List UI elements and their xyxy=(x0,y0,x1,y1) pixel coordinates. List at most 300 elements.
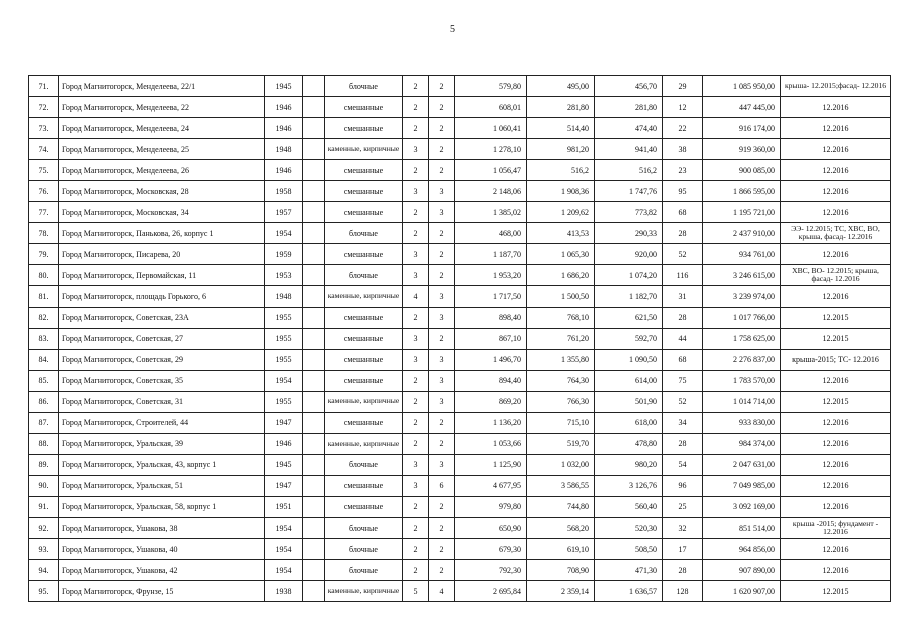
blank-cell xyxy=(303,181,325,202)
residential-area-cell: 560,40 xyxy=(595,496,663,517)
table-row xyxy=(29,454,891,475)
residents-count-cell: 34 xyxy=(663,412,703,433)
residential-area-cell: 1 182,70 xyxy=(595,286,663,307)
residents-count-cell: 28 xyxy=(663,433,703,454)
entrances-cell: 2 xyxy=(429,517,455,538)
row-number-cell: 90. xyxy=(29,475,59,496)
repair-term-cell: 12.2016 xyxy=(781,160,891,181)
wall-material-cell: каменные, кирпичные xyxy=(325,433,403,454)
table-row xyxy=(29,391,891,412)
residential-area-cell: 478,80 xyxy=(595,433,663,454)
address-cell: Город Магнитогорск, площадь Горького, 6 xyxy=(59,286,265,307)
residents-count-cell: 38 xyxy=(663,139,703,160)
total-area-cell: 1 136,20 xyxy=(455,412,527,433)
address-cell: Город Магнитогорск, Советская, 29 xyxy=(59,349,265,370)
repair-term-cell: ЭЭ- 12.2015; ТС, ХВС, ВО, крыша, фасад- 12.2016 xyxy=(781,223,891,244)
repair-term-cell: 12.2016 xyxy=(781,475,891,496)
residential-area-cell: 592,70 xyxy=(595,328,663,349)
entrances-cell: 2 xyxy=(429,76,455,97)
row-number-cell: 95. xyxy=(29,581,59,602)
wall-material-cell: блочные xyxy=(325,223,403,244)
entrances-cell: 3 xyxy=(429,286,455,307)
repair-cost-cell: 1 758 625,00 xyxy=(703,328,781,349)
repair-term-cell: 12.2016 xyxy=(781,286,891,307)
floors-cell: 3 xyxy=(403,139,429,160)
year-built-cell: 1948 xyxy=(265,286,303,307)
living-area-cell: 1 908,36 xyxy=(527,181,595,202)
floors-cell: 3 xyxy=(403,265,429,286)
year-built-cell: 1946 xyxy=(265,97,303,118)
repair-term-cell: крыша -2015; фундамент - 12.2016 xyxy=(781,517,891,538)
living-area-cell: 619,10 xyxy=(527,539,595,560)
repair-cost-cell: 3 239 974,00 xyxy=(703,286,781,307)
wall-material-cell: смешанные xyxy=(325,370,403,391)
living-area-cell: 715,10 xyxy=(527,412,595,433)
blank-cell xyxy=(303,307,325,328)
entrances-cell: 2 xyxy=(429,496,455,517)
year-built-cell: 1945 xyxy=(265,454,303,475)
repair-term-cell: ХВС, ВО- 12.2015; крыша, фасад- 12.2016 xyxy=(781,265,891,286)
floors-cell: 2 xyxy=(403,202,429,223)
residential-area-cell: 618,00 xyxy=(595,412,663,433)
repair-term-cell: 12.2016 xyxy=(781,539,891,560)
residential-area-cell: 516,2 xyxy=(595,160,663,181)
residents-count-cell: 44 xyxy=(663,328,703,349)
floors-cell: 2 xyxy=(403,97,429,118)
table-row xyxy=(29,349,891,370)
repair-term-cell: крыша-2015; ТС- 12.2016 xyxy=(781,349,891,370)
living-area-cell: 768,10 xyxy=(527,307,595,328)
address-cell: Город Магнитогорск, Писарева, 20 xyxy=(59,244,265,265)
address-cell: Город Магнитогорск, Первомайская, 11 xyxy=(59,265,265,286)
floors-cell: 3 xyxy=(403,475,429,496)
residential-area-cell: 474,40 xyxy=(595,118,663,139)
blank-cell xyxy=(303,433,325,454)
year-built-cell: 1946 xyxy=(265,433,303,454)
living-area-cell: 413,53 xyxy=(527,223,595,244)
year-built-cell: 1958 xyxy=(265,181,303,202)
entrances-cell: 3 xyxy=(429,454,455,475)
living-area-cell: 1 032,00 xyxy=(527,454,595,475)
living-area-cell: 1 209,62 xyxy=(527,202,595,223)
entrances-cell: 2 xyxy=(429,433,455,454)
table-row xyxy=(29,560,891,581)
row-number-cell: 85. xyxy=(29,370,59,391)
blank-cell xyxy=(303,139,325,160)
repair-cost-cell: 900 085,00 xyxy=(703,160,781,181)
residents-count-cell: 52 xyxy=(663,244,703,265)
total-area-cell: 468,00 xyxy=(455,223,527,244)
floors-cell: 2 xyxy=(403,496,429,517)
table-row xyxy=(29,202,891,223)
entrances-cell: 2 xyxy=(429,265,455,286)
address-cell: Город Магнитогорск, Советская, 27 xyxy=(59,328,265,349)
blank-cell xyxy=(303,539,325,560)
entrances-cell: 2 xyxy=(429,118,455,139)
repair-cost-cell: 3 092 169,00 xyxy=(703,496,781,517)
repair-term-cell: 12.2015 xyxy=(781,581,891,602)
residential-area-cell: 773,82 xyxy=(595,202,663,223)
blank-cell xyxy=(303,76,325,97)
living-area-cell: 519,70 xyxy=(527,433,595,454)
residents-count-cell: 28 xyxy=(663,223,703,244)
table-row xyxy=(29,539,891,560)
address-cell: Город Магнитогорск, Менделеева, 24 xyxy=(59,118,265,139)
blank-cell xyxy=(303,581,325,602)
floors-cell: 3 xyxy=(403,181,429,202)
residential-area-cell: 1 747,76 xyxy=(595,181,663,202)
total-area-cell: 608,01 xyxy=(455,97,527,118)
wall-material-cell: каменные, кирпичные xyxy=(325,139,403,160)
address-cell: Город Магнитогорск, Ушакова, 42 xyxy=(59,560,265,581)
row-number-cell: 94. xyxy=(29,560,59,581)
entrances-cell: 6 xyxy=(429,475,455,496)
table-row xyxy=(29,496,891,517)
address-cell: Город Магнитогорск, Панькова, 26, корпус 1 xyxy=(59,223,265,244)
row-number-cell: 81. xyxy=(29,286,59,307)
table-row xyxy=(29,475,891,496)
residential-area-cell: 1 074,20 xyxy=(595,265,663,286)
entrances-cell: 2 xyxy=(429,412,455,433)
wall-material-cell: смешанные xyxy=(325,244,403,265)
living-area-cell: 1 686,20 xyxy=(527,265,595,286)
floors-cell: 2 xyxy=(403,539,429,560)
floors-cell: 2 xyxy=(403,370,429,391)
repair-term-cell: 12.2016 xyxy=(781,118,891,139)
residential-area-cell: 508,50 xyxy=(595,539,663,560)
wall-material-cell: блочные xyxy=(325,560,403,581)
wall-material-cell: смешанные xyxy=(325,181,403,202)
entrances-cell: 3 xyxy=(429,391,455,412)
blank-cell xyxy=(303,454,325,475)
floors-cell: 2 xyxy=(403,412,429,433)
repair-cost-cell: 2 437 910,00 xyxy=(703,223,781,244)
wall-material-cell: смешанные xyxy=(325,160,403,181)
living-area-cell: 764,30 xyxy=(527,370,595,391)
floors-cell: 2 xyxy=(403,391,429,412)
total-area-cell: 679,30 xyxy=(455,539,527,560)
year-built-cell: 1953 xyxy=(265,265,303,286)
residents-count-cell: 96 xyxy=(663,475,703,496)
repair-cost-cell: 907 890,00 xyxy=(703,560,781,581)
address-cell: Город Магнитогорск, Строителей, 44 xyxy=(59,412,265,433)
blank-cell xyxy=(303,160,325,181)
address-cell: Город Магнитогорск, Ушакова, 40 xyxy=(59,539,265,560)
blank-cell xyxy=(303,412,325,433)
wall-material-cell: блочные xyxy=(325,517,403,538)
wall-material-cell: смешанные xyxy=(325,412,403,433)
living-area-cell: 281,80 xyxy=(527,97,595,118)
total-area-cell: 1 953,20 xyxy=(455,265,527,286)
repair-cost-cell: 1 620 907,00 xyxy=(703,581,781,602)
blank-cell xyxy=(303,202,325,223)
total-area-cell: 2 148,06 xyxy=(455,181,527,202)
year-built-cell: 1947 xyxy=(265,412,303,433)
total-area-cell: 650,90 xyxy=(455,517,527,538)
total-area-cell: 898,40 xyxy=(455,307,527,328)
living-area-cell: 516,2 xyxy=(527,160,595,181)
blank-cell xyxy=(303,223,325,244)
year-built-cell: 1951 xyxy=(265,496,303,517)
table-row xyxy=(29,118,891,139)
year-built-cell: 1947 xyxy=(265,475,303,496)
living-area-cell: 708,90 xyxy=(527,560,595,581)
residents-count-cell: 31 xyxy=(663,286,703,307)
floors-cell: 4 xyxy=(403,286,429,307)
table-row xyxy=(29,160,891,181)
entrances-cell: 3 xyxy=(429,181,455,202)
residential-area-cell: 621,50 xyxy=(595,307,663,328)
year-built-cell: 1955 xyxy=(265,349,303,370)
row-number-cell: 83. xyxy=(29,328,59,349)
blank-cell xyxy=(303,496,325,517)
total-area-cell: 1 717,50 xyxy=(455,286,527,307)
row-number-cell: 71. xyxy=(29,76,59,97)
address-cell: Город Магнитогорск, Менделеева, 22/1 xyxy=(59,76,265,97)
page-number: 5 xyxy=(450,24,455,35)
address-cell: Город Магнитогорск, Фрунзе, 15 xyxy=(59,581,265,602)
total-area-cell: 1 056,47 xyxy=(455,160,527,181)
table-row xyxy=(29,265,891,286)
entrances-cell: 3 xyxy=(429,202,455,223)
total-area-cell: 792,30 xyxy=(455,560,527,581)
wall-material-cell: каменные, кирпичные xyxy=(325,391,403,412)
repair-cost-cell: 1 014 714,00 xyxy=(703,391,781,412)
row-number-cell: 84. xyxy=(29,349,59,370)
repair-term-cell: 12.2016 xyxy=(781,202,891,223)
year-built-cell: 1955 xyxy=(265,307,303,328)
entrances-cell: 2 xyxy=(429,160,455,181)
total-area-cell: 1 053,66 xyxy=(455,433,527,454)
repair-cost-cell: 447 445,00 xyxy=(703,97,781,118)
row-number-cell: 88. xyxy=(29,433,59,454)
address-cell: Город Магнитогорск, Уральская, 51 xyxy=(59,475,265,496)
repair-term-cell: 12.2016 xyxy=(781,181,891,202)
living-area-cell: 744,80 xyxy=(527,496,595,517)
residents-count-cell: 22 xyxy=(663,118,703,139)
wall-material-cell: смешанные xyxy=(325,307,403,328)
total-area-cell: 1 278,10 xyxy=(455,139,527,160)
residential-area-cell: 980,20 xyxy=(595,454,663,475)
repair-cost-cell: 1 195 721,00 xyxy=(703,202,781,223)
address-cell: Город Магнитогорск, Советская, 35 xyxy=(59,370,265,391)
repair-cost-cell: 1 085 950,00 xyxy=(703,76,781,97)
entrances-cell: 4 xyxy=(429,581,455,602)
blank-cell xyxy=(303,244,325,265)
living-area-cell: 981,20 xyxy=(527,139,595,160)
row-number-cell: 87. xyxy=(29,412,59,433)
wall-material-cell: смешанные xyxy=(325,475,403,496)
wall-material-cell: смешанные xyxy=(325,349,403,370)
year-built-cell: 1948 xyxy=(265,139,303,160)
repair-cost-cell: 1 866 595,00 xyxy=(703,181,781,202)
floors-cell: 2 xyxy=(403,517,429,538)
blank-cell xyxy=(303,265,325,286)
residential-area-cell: 614,00 xyxy=(595,370,663,391)
residential-area-cell: 520,30 xyxy=(595,517,663,538)
address-cell: Город Магнитогорск, Советская, 23А xyxy=(59,307,265,328)
repair-term-cell: 12.2015 xyxy=(781,307,891,328)
year-built-cell: 1946 xyxy=(265,160,303,181)
blank-cell xyxy=(303,349,325,370)
residents-count-cell: 95 xyxy=(663,181,703,202)
repair-term-cell: 12.2015 xyxy=(781,328,891,349)
row-number-cell: 92. xyxy=(29,517,59,538)
row-number-cell: 78. xyxy=(29,223,59,244)
floors-cell: 3 xyxy=(403,454,429,475)
entrances-cell: 3 xyxy=(429,307,455,328)
residential-area-cell: 501,90 xyxy=(595,391,663,412)
floors-cell: 2 xyxy=(403,307,429,328)
residents-count-cell: 128 xyxy=(663,581,703,602)
row-number-cell: 75. xyxy=(29,160,59,181)
repair-cost-cell: 3 246 615,00 xyxy=(703,265,781,286)
repair-cost-cell: 919 360,00 xyxy=(703,139,781,160)
address-cell: Город Магнитогорск, Московская, 34 xyxy=(59,202,265,223)
entrances-cell: 2 xyxy=(429,328,455,349)
living-area-cell: 766,30 xyxy=(527,391,595,412)
residents-count-cell: 12 xyxy=(663,97,703,118)
wall-material-cell: смешанные xyxy=(325,496,403,517)
residential-area-cell: 1 090,50 xyxy=(595,349,663,370)
blank-cell xyxy=(303,118,325,139)
residents-count-cell: 32 xyxy=(663,517,703,538)
floors-cell: 2 xyxy=(403,433,429,454)
living-area-cell: 1 355,80 xyxy=(527,349,595,370)
repair-term-cell: 12.2016 xyxy=(781,97,891,118)
row-number-cell: 79. xyxy=(29,244,59,265)
blank-cell xyxy=(303,475,325,496)
repair-term-cell: 12.2016 xyxy=(781,496,891,517)
table-row xyxy=(29,97,891,118)
floors-cell: 2 xyxy=(403,223,429,244)
repair-cost-cell: 934 761,00 xyxy=(703,244,781,265)
total-area-cell: 579,80 xyxy=(455,76,527,97)
repair-cost-cell: 851 514,00 xyxy=(703,517,781,538)
year-built-cell: 1954 xyxy=(265,539,303,560)
repair-term-cell: 12.2016 xyxy=(781,454,891,475)
residential-area-cell: 290,33 xyxy=(595,223,663,244)
row-number-cell: 91. xyxy=(29,496,59,517)
repair-cost-cell: 1 783 570,00 xyxy=(703,370,781,391)
total-area-cell: 2 695,84 xyxy=(455,581,527,602)
repair-term-cell: 12.2015 xyxy=(781,391,891,412)
total-area-cell: 1 060,41 xyxy=(455,118,527,139)
living-area-cell: 1 065,30 xyxy=(527,244,595,265)
living-area-cell: 514,40 xyxy=(527,118,595,139)
address-cell: Город Магнитогорск, Советская, 31 xyxy=(59,391,265,412)
row-number-cell: 89. xyxy=(29,454,59,475)
residential-area-cell: 281,80 xyxy=(595,97,663,118)
table-row xyxy=(29,328,891,349)
repair-cost-cell: 916 174,00 xyxy=(703,118,781,139)
entrances-cell: 2 xyxy=(429,244,455,265)
repair-term-cell: 12.2016 xyxy=(781,244,891,265)
wall-material-cell: блочные xyxy=(325,454,403,475)
row-number-cell: 86. xyxy=(29,391,59,412)
residential-area-cell: 3 126,76 xyxy=(595,475,663,496)
year-built-cell: 1954 xyxy=(265,517,303,538)
address-cell: Город Магнитогорск, Уральская, 58, корпус 1 xyxy=(59,496,265,517)
wall-material-cell: смешанные xyxy=(325,328,403,349)
total-area-cell: 1 125,90 xyxy=(455,454,527,475)
residential-area-cell: 941,40 xyxy=(595,139,663,160)
year-built-cell: 1946 xyxy=(265,118,303,139)
year-built-cell: 1938 xyxy=(265,581,303,602)
repair-cost-cell: 984 374,00 xyxy=(703,433,781,454)
residents-count-cell: 25 xyxy=(663,496,703,517)
floors-cell: 3 xyxy=(403,349,429,370)
address-cell: Город Магнитогорск, Уральская, 43, корпус 1 xyxy=(59,454,265,475)
row-number-cell: 72. xyxy=(29,97,59,118)
floors-cell: 2 xyxy=(403,160,429,181)
residents-count-cell: 29 xyxy=(663,76,703,97)
repair-cost-cell: 2 276 837,00 xyxy=(703,349,781,370)
repair-term-cell: 12.2016 xyxy=(781,139,891,160)
blank-cell xyxy=(303,328,325,349)
residents-count-cell: 23 xyxy=(663,160,703,181)
residents-count-cell: 54 xyxy=(663,454,703,475)
residential-area-cell: 1 636,57 xyxy=(595,581,663,602)
address-cell: Город Магнитогорск, Уральская, 39 xyxy=(59,433,265,454)
repair-term-cell: 12.2016 xyxy=(781,412,891,433)
wall-material-cell: смешанные xyxy=(325,118,403,139)
living-area-cell: 1 500,50 xyxy=(527,286,595,307)
blank-cell xyxy=(303,97,325,118)
blank-cell xyxy=(303,286,325,307)
living-area-cell: 3 586,55 xyxy=(527,475,595,496)
address-cell: Город Магнитогорск, Менделеева, 22 xyxy=(59,97,265,118)
year-built-cell: 1954 xyxy=(265,560,303,581)
living-area-cell: 568,20 xyxy=(527,517,595,538)
residential-area-cell: 456,70 xyxy=(595,76,663,97)
entrances-cell: 2 xyxy=(429,223,455,244)
table-row xyxy=(29,370,891,391)
year-built-cell: 1955 xyxy=(265,391,303,412)
total-area-cell: 4 677,95 xyxy=(455,475,527,496)
total-area-cell: 869,20 xyxy=(455,391,527,412)
residential-area-cell: 920,00 xyxy=(595,244,663,265)
wall-material-cell: блочные xyxy=(325,539,403,560)
residents-count-cell: 68 xyxy=(663,349,703,370)
repair-cost-cell: 933 830,00 xyxy=(703,412,781,433)
row-number-cell: 76. xyxy=(29,181,59,202)
table-row xyxy=(29,181,891,202)
wall-material-cell: блочные xyxy=(325,265,403,286)
total-area-cell: 1 187,70 xyxy=(455,244,527,265)
row-number-cell: 93. xyxy=(29,539,59,560)
total-area-cell: 867,10 xyxy=(455,328,527,349)
floors-cell: 2 xyxy=(403,76,429,97)
address-cell: Город Магнитогорск, Менделеева, 26 xyxy=(59,160,265,181)
table-row xyxy=(29,223,891,244)
address-cell: Город Магнитогорск, Ушакова, 38 xyxy=(59,517,265,538)
floors-cell: 5 xyxy=(403,581,429,602)
repair-cost-cell: 7 049 985,00 xyxy=(703,475,781,496)
living-area-cell: 495,00 xyxy=(527,76,595,97)
entrances-cell: 3 xyxy=(429,370,455,391)
repair-cost-cell: 2 047 631,00 xyxy=(703,454,781,475)
row-number-cell: 73. xyxy=(29,118,59,139)
floors-cell: 2 xyxy=(403,118,429,139)
repair-cost-cell: 964 856,00 xyxy=(703,539,781,560)
wall-material-cell: смешанные xyxy=(325,97,403,118)
year-built-cell: 1955 xyxy=(265,328,303,349)
repair-cost-cell: 1 017 766,00 xyxy=(703,307,781,328)
total-area-cell: 894,40 xyxy=(455,370,527,391)
repair-term-cell: 12.2016 xyxy=(781,370,891,391)
total-area-cell: 1 496,70 xyxy=(455,349,527,370)
